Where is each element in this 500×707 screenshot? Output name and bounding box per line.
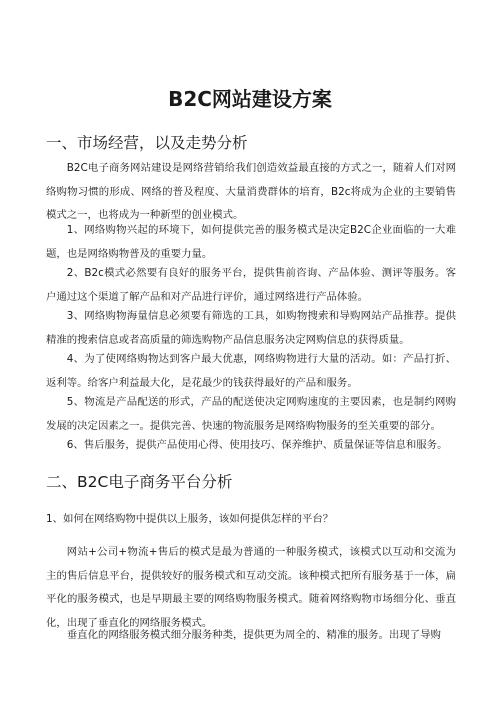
- document-title: B2C网站建设方案: [168, 87, 332, 111]
- paragraph-question: 1、如何在网络购物中提供以上服务，该如何提供怎样的平台？: [46, 513, 334, 525]
- paragraph-point-4: 4、为了使网络购物达到客户最大优惠，网络购物进行大量的活动。如：产品打折、返利等。给客户利益最大化，是花最少的钱获得最好的产品和服务。: [46, 353, 456, 389]
- paragraph-point-1: 1、网络购物兴起的环境下，如何提供完善的服务模式是决定B2C企业面临的一大难题，也是网络购物普及的重要力量。: [46, 224, 456, 260]
- paragraph-point-3: 3、网络购物海量信息必须要有筛选的工具，如购物搜索和导购网站产品推荐。提供精准的搜索信息或者高质量的筛选购物产品信息服务决定网购信息的获得质量。: [46, 310, 456, 346]
- paragraph-point-2: 2、B2c模式必然要有良好的服务平台，提供售前咨询、产品体验、测评等服务。客户通过这个渠道了解产品和对产品进行评价，通过网络进行产品体验。: [46, 267, 456, 303]
- paragraph-service-model: 网站+公司+物流+售后的模式是最为普通的一种服务模式，该模式以互动和交流为主的售后信息平台，提供较好的服务模式和互动交流。该种模式把所有服务基于一体，扁平化的服务模式，也是早期最主要的网络购物服务模式。随着网络购物市场细分化、垂直化，出现了垂直化的网络服务模式。: [46, 546, 456, 629]
- paragraph-point-5: 5、物流是产品配送的形式，产品的配送使决定网购速度的主要因素，也是制约网购发展的决定因素之一。提供完善、快速的物流服务是网络购物服务的至关重要的部分。: [46, 396, 456, 432]
- paragraph-point-6: 6、售后服务，提供产品使用心得、使用技巧、保养维护、质量保证等信息和服务。: [66, 439, 448, 451]
- section-heading-market: 一、市场经营，以及走势分析: [46, 134, 248, 152]
- paragraph-vertical-model: 垂直化的网络服务模式细分服务种类，提供更为周全的、精准的服务。出现了导购: [66, 629, 441, 641]
- paragraph-intro: B2C电子商务网站建设是网络营销给我们创造效益最直接的方式之一，随着人们对网络购物习惯的形成、网络的普及程度、大量消费群体的培育，B2c将成为企业的主要销售模式之一，也将成为一种新型的创业模式。: [46, 162, 456, 222]
- section-heading-platform: 二、B2C电子商务平台分析: [46, 473, 233, 491]
